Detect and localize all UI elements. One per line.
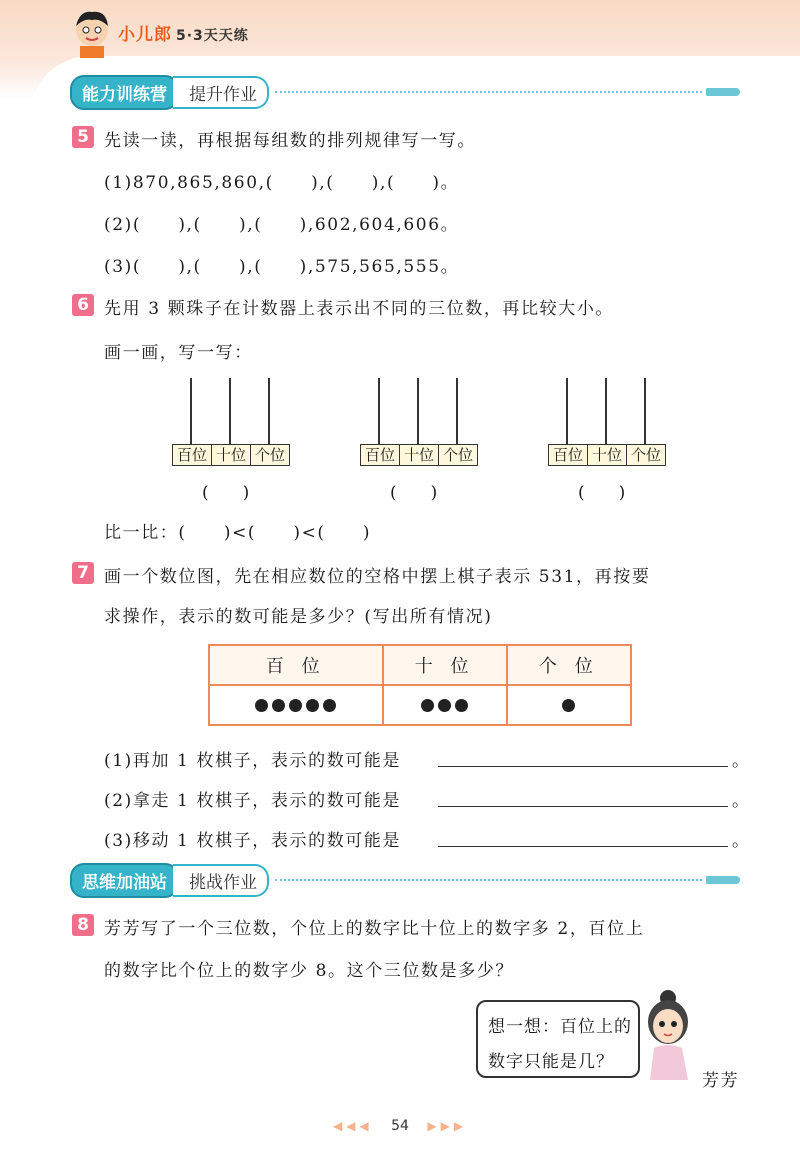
abacus-2 — [360, 378, 480, 503]
section-banner-ability — [70, 78, 740, 106]
q8-line-1: 芳芳写了一个三位数，个位上的数字比十位上的数字多 2，百位上 — [104, 919, 645, 939]
period-3: 。 — [732, 831, 751, 851]
abacus-rod — [644, 378, 646, 444]
hint-line-1: 想一想：百位上的 — [488, 1017, 632, 1037]
chess-chip-icon — [323, 699, 336, 712]
abacus-base — [172, 444, 290, 466]
abacus-label-hundreds: 百位 — [173, 445, 212, 465]
abacus-3 — [548, 378, 668, 503]
brand-subtitle: 5·3天天练 — [176, 28, 249, 44]
q6-instruction: 画一画，写一写： — [104, 343, 253, 363]
abacus-rod — [229, 378, 231, 444]
abacus-label-ones: 个位 — [254, 446, 285, 464]
table-header-ones: 个 位 — [507, 645, 631, 685]
section-subtitle: 提升作业 — [173, 76, 269, 109]
chess-chip-icon — [289, 699, 302, 712]
answer-line-2 — [438, 806, 728, 807]
abacus-rod — [417, 378, 419, 444]
answer-line-3 — [438, 846, 728, 847]
abacus-rod — [268, 378, 270, 444]
period-2: 。 — [732, 791, 751, 811]
q5-line-3: (3)( ),( ),( ),575,565,555。 — [104, 257, 460, 277]
place-value-table — [208, 644, 632, 726]
chess-chip-icon — [272, 699, 285, 712]
q7-stem-line-1: 画一个数位图，先在相应数位的空格中摆上棋子表示 531，再按要 — [104, 567, 651, 587]
hint-bubble — [476, 1000, 640, 1078]
pencil-icon — [706, 88, 740, 96]
chips-ones — [507, 685, 631, 725]
abacus-label-ones: 个位 — [630, 446, 661, 464]
chips-hundreds — [209, 685, 383, 725]
abacus-rod — [605, 378, 607, 444]
q6-compare: 比一比：( )<( )<( ) — [104, 523, 372, 543]
dotted-line — [275, 91, 702, 93]
speaker-name: 芳芳 — [702, 1071, 740, 1091]
dotted-line — [275, 879, 702, 881]
abacus-answer-paren: ( ) — [202, 483, 250, 503]
abacus-answer-paren: ( ) — [390, 483, 438, 503]
section-pill: 思维加油站 — [70, 863, 179, 898]
chess-chip-icon — [255, 699, 268, 712]
section-pill: 能力训练营 — [70, 75, 179, 110]
chess-chip-icon — [562, 699, 575, 712]
abacus-answer-paren: ( ) — [578, 483, 626, 503]
chess-chip-icon — [438, 699, 451, 712]
abacus-base — [360, 444, 478, 466]
answer-line-1 — [438, 766, 728, 767]
hint-line-2: 数字只能是几？ — [488, 1052, 614, 1072]
page-number: 54 — [391, 1118, 409, 1134]
brand-title — [118, 20, 249, 45]
q7-sub-3: (3)移动 1 枚棋子，表示的数可能是 — [104, 831, 402, 851]
question-number-8: 8 — [72, 914, 94, 936]
chess-chip-icon — [455, 699, 468, 712]
q7-stem-line-2: 求操作，表示的数可能是多少？(写出所有情况) — [104, 607, 493, 627]
chess-chip-icon — [306, 699, 319, 712]
q8-line-2: 的数字比个位上的数字少 8。这个三位数是多少？ — [104, 961, 515, 981]
question-number-7: 7 — [72, 562, 94, 584]
abacus-base — [548, 444, 666, 466]
girl-character-icon — [638, 988, 700, 1080]
q7-sub-2: (2)拿走 1 枚棋子，表示的数可能是 — [104, 791, 402, 811]
question-number-5: 5 — [72, 126, 94, 148]
abacus-rod — [378, 378, 380, 444]
abacus-label-hundreds: 百位 — [361, 445, 400, 465]
abacus-label-tens: 十位 — [400, 445, 439, 465]
q6-stem: 先用 3 颗珠子在计数器上表示出不同的三位数，再比较大小。 — [104, 299, 615, 319]
abacus-rod — [190, 378, 192, 444]
abacus-1 — [172, 378, 292, 503]
q5-stem: 先读一读，再根据每组数的排列规律写一写。 — [104, 131, 476, 151]
right-arrows-icon: ▶▶▶ — [427, 1119, 468, 1133]
abacus-label-tens: 十位 — [212, 445, 251, 465]
abacus-label-ones: 个位 — [442, 446, 473, 464]
table-header-hundreds: 百 位 — [209, 645, 383, 685]
section-subtitle: 挑战作业 — [173, 864, 269, 897]
table-header-tens: 十 位 — [383, 645, 507, 685]
period-1: 。 — [732, 751, 751, 771]
boy-mascot-icon — [70, 8, 114, 58]
chips-tens — [383, 685, 507, 725]
pencil-icon — [706, 876, 740, 884]
section-banner-thinking — [70, 866, 740, 894]
q5-line-2: (2)( ),( ),( ),602,604,606。 — [104, 215, 460, 235]
left-arrows-icon: ◀◀◀ — [332, 1119, 373, 1133]
abacus-rod — [456, 378, 458, 444]
q7-sub-1: (1)再加 1 枚棋子，表示的数可能是 — [104, 751, 402, 771]
abacus-label-hundreds: 百位 — [549, 445, 588, 465]
page-footer — [0, 1118, 800, 1134]
q5-line-1: (1)870,865,860,( ),( ),( )。 — [104, 173, 460, 193]
chess-chip-icon — [421, 699, 434, 712]
question-number-6: 6 — [72, 294, 94, 316]
brand-name: 小儿郎 — [118, 25, 172, 45]
abacus-rod — [566, 378, 568, 444]
abacus-label-tens: 十位 — [588, 445, 627, 465]
